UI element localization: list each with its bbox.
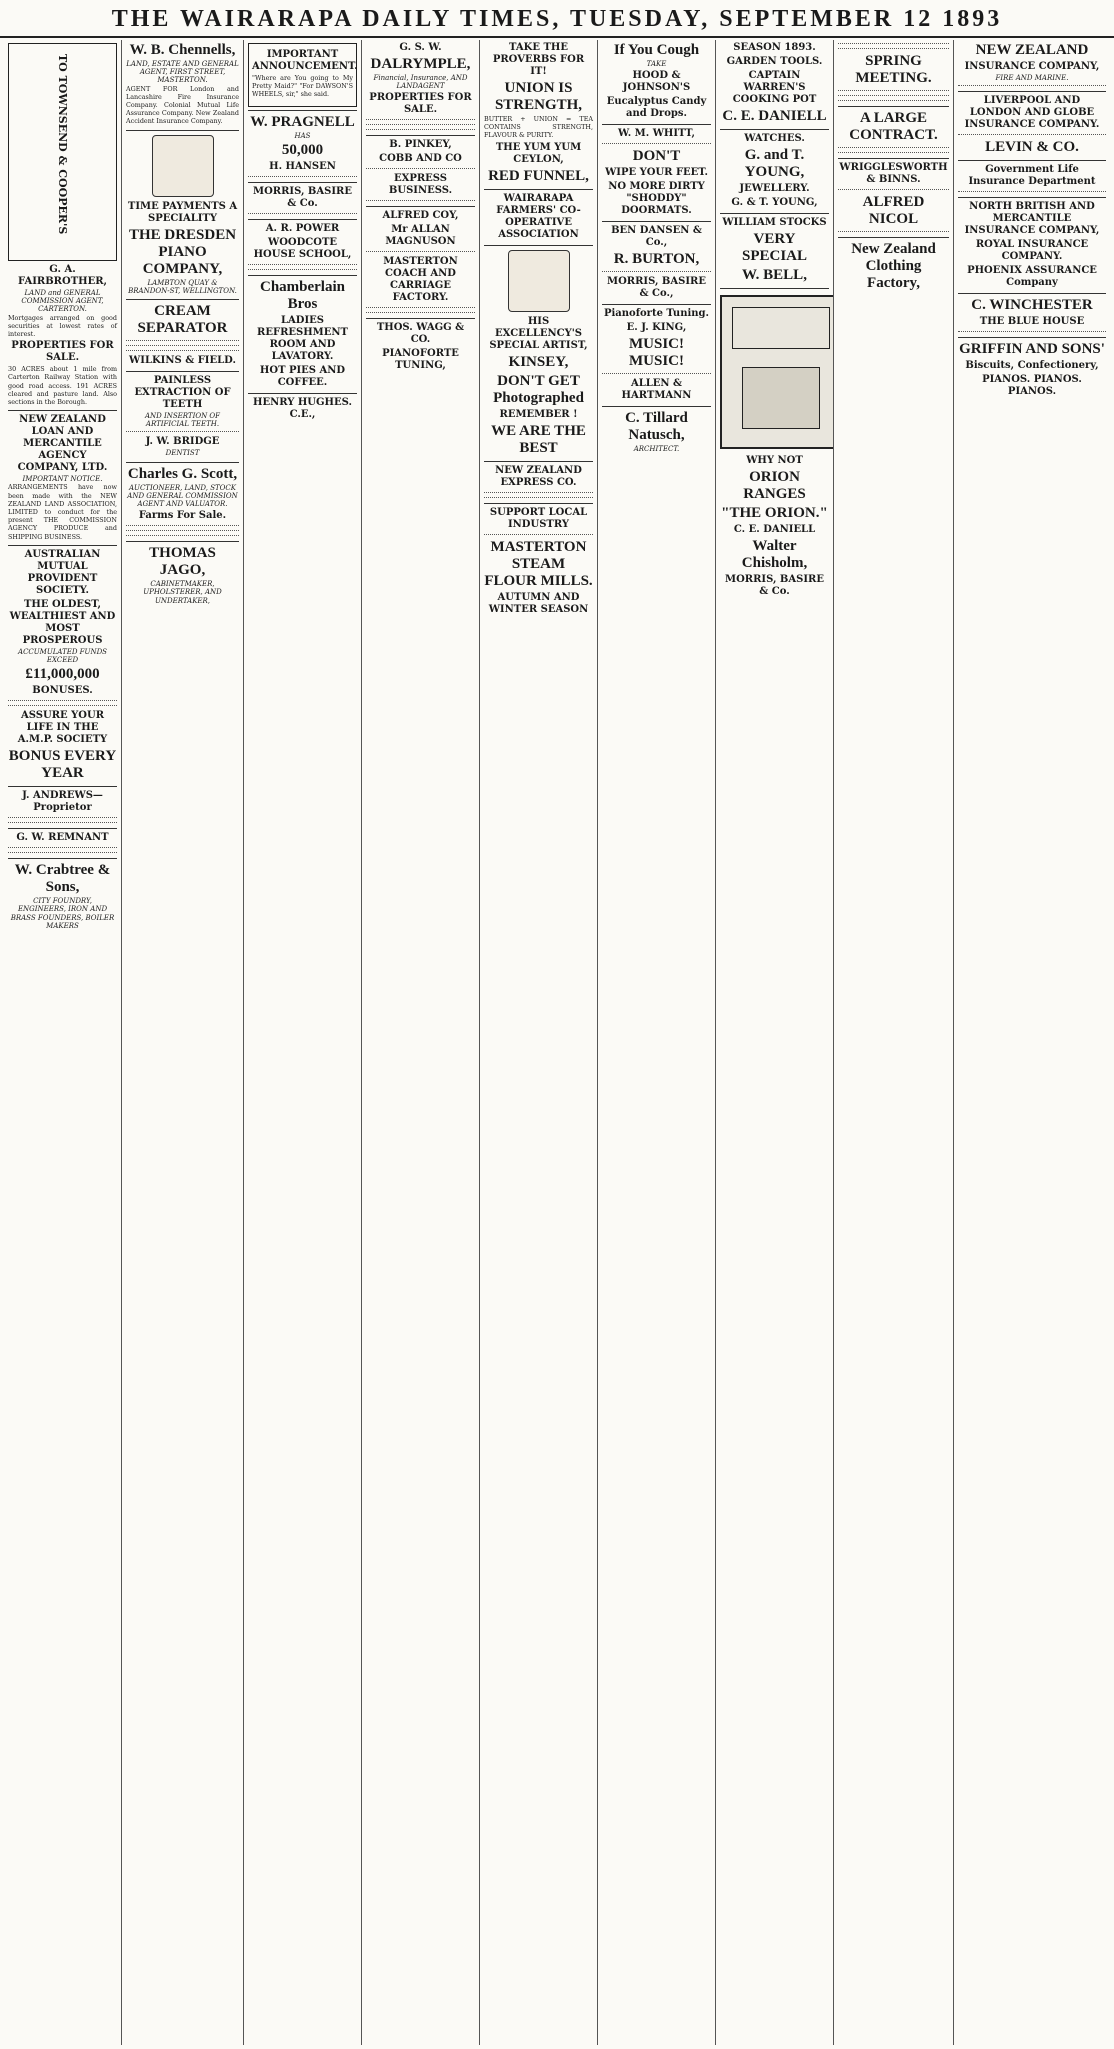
ad-pinkey [366, 139, 475, 202]
text-lines [838, 48, 949, 50]
ad-heading: ASSURE YOUR LIFE IN THE A.M.P. SOCIETY [17, 710, 108, 746]
text-lines [126, 535, 239, 537]
ad-big-heading: GRIFFIN AND SONS' [959, 341, 1105, 358]
ad-big-heading: DON'T GET Photographed [493, 372, 584, 406]
vertical-ad-box [8, 43, 117, 261]
ad-heading: NEW ZEALAND EXPRESS CO. [495, 464, 582, 488]
ad-dresden [126, 135, 239, 295]
ad-body: 30 ACRES about 1 mile from Carterton Railway Station with good road access. 191 ACRES cleared and pasture land. Also sections in the Borough. [8, 365, 117, 407]
ad-heading: PHOENIX ASSURANCE Company [967, 265, 1097, 289]
ad-big-heading: ALFRED NICOL [862, 194, 925, 227]
ad-morris [248, 186, 357, 215]
ad-big-heading: WE ARE THE BEST [491, 422, 586, 456]
ad-big-heading: ORION RANGES [743, 469, 806, 502]
text-lines [958, 191, 1106, 193]
ad-wagg [366, 322, 475, 372]
ad-pragnell [248, 114, 357, 178]
ad-subheading: CABINETMAKER, UPHOLSTERER, AND UNDERTAKER, [143, 580, 222, 605]
text-lines [958, 331, 1106, 333]
ad-wrigglesworth [838, 162, 949, 233]
divider [602, 304, 711, 305]
divider [484, 503, 593, 504]
ad-heading: COBB AND CO [379, 153, 462, 165]
divider [602, 221, 711, 222]
text-lines [838, 231, 949, 233]
ad-griffin [958, 341, 1106, 398]
divider [8, 545, 117, 546]
divider [126, 130, 239, 131]
ad-big-heading: DON'T [632, 148, 681, 165]
column-2 [122, 40, 244, 2045]
ad-winchester [958, 297, 1106, 333]
divider [8, 858, 117, 859]
ad-kinsey [484, 250, 593, 457]
text-lines [366, 312, 475, 314]
ad-big-heading: W. B. Chennells, [129, 42, 236, 58]
text-lines [126, 340, 239, 342]
text-lines [484, 534, 593, 536]
divider [958, 197, 1106, 198]
divider [126, 371, 239, 372]
divider [8, 410, 117, 411]
ad-dawson [252, 49, 358, 99]
ad-crabtree [8, 862, 117, 930]
ad-heading: Eucalyptus Candy and Drops. [606, 96, 707, 120]
text-lines [248, 264, 357, 266]
ad-big-heading: MASTERTON STEAM FLOUR MILLS. [484, 538, 593, 589]
text-lines [484, 497, 593, 499]
divider [366, 206, 475, 207]
ad-fairbrother [8, 264, 117, 406]
ad-whitt [602, 128, 711, 217]
crest-illustration-icon [508, 250, 570, 312]
ad-subheading: DENTIST [165, 449, 200, 458]
columns-area [4, 40, 1110, 2045]
ad-liverpool [958, 95, 1106, 156]
ad-heading: WILKINS & FIELD. [129, 355, 236, 367]
ad-heading: PROPERTIES FOR SALE. [369, 92, 472, 116]
ad-heading: WIPE YOUR FEET. [605, 167, 708, 179]
ad-remnant [8, 832, 117, 854]
ad-heading: WRIGGLESWORTH & BINNS. [839, 162, 948, 185]
divider [602, 406, 711, 407]
ad-heading: WILLIAM STOCKS [722, 217, 827, 228]
column-4 [362, 40, 480, 2045]
ad-heading: ALLEN & HARTMANN [621, 378, 692, 402]
text-lines [8, 817, 117, 819]
newspaper-title: THE WAIRARAPA DAILY TIMES, TUESDAY, SEPTEMBER 12 1893 [111, 6, 1003, 32]
ad-garden-tools [720, 42, 829, 125]
ad-subheading: Financial, Insurance, AND LANDAGENT [373, 74, 468, 91]
ad-heading: PAINLESS EXTRACTION OF TEETH [134, 375, 231, 411]
text-lines [8, 705, 117, 707]
divider [366, 135, 475, 136]
ad-big-heading: THOMAS JAGO, [149, 545, 216, 579]
divider [958, 160, 1106, 161]
ad-big-heading: CREAM SEPARATOR [137, 303, 228, 337]
ad-chamberlain [248, 279, 357, 389]
ad-nz-loan [8, 414, 117, 541]
ad-subheading: IMPORTANT NOTICE. [22, 475, 103, 484]
ad-dalrymple [366, 42, 475, 131]
ad-big-figure: 50,000 [281, 141, 324, 158]
ad-heading: SUPPORT LOCAL INDUSTRY [489, 506, 588, 530]
cooking-range-illustration-icon [720, 295, 834, 449]
text-lines [366, 129, 475, 131]
ad-big-heading: LEVIN & CO. [985, 139, 1079, 156]
ad-heading: W. M. WHITT, [618, 128, 695, 140]
ad-heading: Government Life Insurance Department [968, 164, 1096, 188]
ad-heading: Farms For Sale. [138, 510, 227, 522]
ad-hood-johnson [602, 42, 711, 120]
ad-heading: J. ANDREWS—Proprietor [22, 790, 103, 814]
text-lines [838, 100, 949, 102]
ad-clothing-factory [838, 241, 949, 292]
ad-subheading: TAKE [646, 60, 667, 68]
ad-heading: GARDEN TOOLS. [726, 56, 823, 67]
ad-big-heading: W. Crabtree & Sons, [14, 862, 111, 896]
ad-big-figure: £11,000,000 [25, 666, 100, 683]
ad-coy [366, 210, 475, 314]
column-5 [480, 40, 598, 2045]
divider [248, 393, 357, 394]
ad-union-tea [484, 42, 593, 185]
ad-jago [126, 545, 239, 605]
ad-body: BUTTER + UNION = TEA CONTAINS STRENGTH, FLAVOUR & PURITY. [484, 115, 593, 140]
ad-big-heading: G. and T. YOUNG, [744, 147, 805, 180]
ad-big-heading: A LARGE CONTRACT. [849, 110, 938, 143]
ad-north-british [958, 201, 1106, 289]
ad-big-heading: C. Tillard Natusch, [625, 410, 688, 444]
ad-heading: H. HANSEN [269, 160, 336, 172]
column-8 [834, 40, 954, 2045]
ad-dawson-box [248, 43, 357, 107]
ad-dansen [602, 225, 711, 300]
ad-heading: IMPORTANT ANNOUNCEMENT. [252, 49, 358, 72]
text-lines [366, 200, 475, 202]
ad-amp [8, 549, 117, 782]
text-lines [366, 124, 475, 126]
ad-big-heading: DALRYMPLE, [370, 56, 471, 72]
ad-big-heading: C. WINCHESTER [971, 297, 1093, 314]
ad-heading: G. W. REMNANT [16, 832, 109, 844]
ad-heading: HOT PIES AND COFFEE. [259, 364, 346, 388]
ad-heading: NO MORE DIRTY "SHODDY" DOORMATS. [608, 181, 705, 217]
divider [8, 786, 117, 787]
ad-big-heading: If You Cough [613, 42, 700, 58]
ad-chennells [126, 42, 239, 126]
ad-heading: WATCHES. [744, 133, 805, 144]
divider [838, 106, 949, 107]
ad-heading: HIS EXCELLENCY'S SPECIAL ARTIST, [489, 315, 588, 351]
text-lines [126, 530, 239, 532]
ad-heading: J. W. BRIDGE [145, 436, 220, 448]
column-6 [598, 40, 716, 2045]
ad-heading: MORRIS, BASIRE & Co. [253, 185, 352, 209]
ad-heading: MASTERTON COACH AND CARRIAGE FACTORY. [383, 256, 458, 304]
divider [8, 828, 117, 829]
ad-heading: A. R. POWER [265, 222, 340, 234]
column-9 [954, 40, 1110, 2045]
text-lines [126, 350, 239, 352]
text-lines [366, 251, 475, 253]
vertical-ad-text: TO TOWNSEND & COOPER'S [56, 54, 69, 235]
ad-heading: THE OLDEST, WEALTHIEST AND MOST PROSPEROUS [9, 598, 116, 646]
masthead [0, 0, 1114, 38]
ad-heading: REMEMBER ! [499, 408, 578, 420]
text-lines [838, 90, 949, 92]
ad-heading: WOODCOTE HOUSE SCHOOL, [253, 236, 352, 260]
ad-subheading: AND INSERTION OF ARTIFICIAL TEETH. [144, 412, 221, 429]
ad-body: AGENT FOR London and Lancashire Fire Insurance Company. Colonial Mutual Life Assurance Company. New Zealand Accident Insurance Company. [126, 84, 239, 126]
divider [126, 541, 239, 542]
text-lines [8, 847, 117, 849]
text-lines [602, 143, 711, 145]
piano-illustration-icon [152, 135, 214, 197]
text-lines [8, 822, 117, 824]
divider [248, 182, 357, 183]
divider [602, 124, 711, 125]
text-lines [8, 852, 117, 854]
ad-big-heading: VERY SPECIAL [741, 231, 808, 264]
ad-heading: MORRIS, BASIRE & Co., [607, 276, 706, 300]
divider [958, 91, 1106, 92]
ad-heading: INSURANCE COMPANY, [964, 61, 1100, 72]
ad-heading: LIVERPOOL AND LONDON AND GLOBE INSURANCE COMPANY. [964, 95, 1100, 131]
ad-heading: THOS. WAGG & CO. [376, 322, 465, 346]
ad-big-heading: Chamberlain Bros [259, 278, 345, 312]
text-lines [484, 492, 593, 494]
ad-nz-insurance [958, 42, 1106, 87]
ad-big-heading: New Zealand Clothing Factory, [851, 241, 936, 291]
text-lines [958, 134, 1106, 136]
ad-flour-mills [484, 507, 593, 616]
ad-body: ARRANGEMENTS have now been made with the NEW ZEALAND LAND ASSOCIATION, LIMITED to conduct for the present THE COMMISSION AGENCY PRODUCE and SHIPPING BUSINESS. [8, 483, 117, 541]
text-lines [602, 271, 711, 273]
ad-heading: Mr ALLAN MAGNUSON [385, 224, 456, 248]
ad-subheading: LAND and GENERAL COMMISSION AGENT, CARTERTON. [21, 289, 104, 314]
text-lines [838, 189, 949, 191]
ad-cream-separator [126, 303, 239, 367]
ad-heading: JEWELLERY. [739, 183, 810, 194]
text-lines [126, 345, 239, 347]
ad-heading: G. A. FAIRBROTHER, [17, 264, 108, 287]
divider [720, 288, 829, 289]
ad-big-heading: KINSEY, [508, 353, 569, 370]
ad-power [248, 223, 357, 271]
ad-heading: Pianoforte Tuning. [603, 308, 710, 320]
divider [248, 275, 357, 276]
ad-natusch [602, 410, 711, 453]
ad-heading: SEASON 1893. [733, 42, 816, 53]
ad-heading: WAIRARAPA FARMERS' CO-OPERATIVE ASSOCIATION [496, 192, 581, 240]
text-lines [838, 95, 949, 97]
ad-big-heading: W. BELL, [742, 267, 807, 283]
ad-subheading: LAND, ESTATE AND GENERAL AGENT, FIRST STREET, MASTERTON. [126, 60, 239, 85]
column-3 [244, 40, 362, 2045]
ad-hughes [248, 397, 357, 421]
ad-subheading: ARCHITECT. [633, 445, 680, 454]
ad-heading: E. J. KING, [626, 322, 687, 334]
text-lines [838, 152, 949, 154]
ad-big-heading: MUSIC! MUSIC! [629, 336, 684, 370]
divider [484, 461, 593, 462]
ad-heading: LADIES REFRESHMENT ROOM AND LAVATORY. [257, 314, 348, 362]
ad-heading: WHY NOT [746, 455, 803, 466]
divider [838, 237, 949, 238]
ad-young [720, 133, 829, 209]
divider [484, 245, 593, 246]
divider [958, 337, 1106, 338]
ad-farmers-coop [484, 193, 593, 241]
ad-big-heading: THE DRESDEN PIANO COMPANY, [128, 226, 237, 277]
divider [720, 129, 829, 130]
ad-big-heading: RED FUNNEL, [488, 167, 589, 184]
ad-dentist [126, 375, 239, 458]
ad-heading: B. PINKEY, [389, 139, 452, 151]
ad-heading: AUTUMN AND WINTER SEASON [488, 591, 589, 615]
ad-big-heading: "THE ORION." [721, 505, 828, 521]
ad-subheading: CITY FOUNDRY, ENGINEERS, IRON AND BRASS FOUNDERS, BOILER MAKERS [10, 897, 115, 930]
ad-heading: G. & T. YOUNG, [731, 197, 818, 208]
ad-heading: C. E. DANIELL [733, 524, 816, 535]
divider [126, 299, 239, 300]
ad-heading: HENRY HUGHES. C.E., [253, 396, 352, 420]
ad-big-heading: Walter Chisholm, [741, 538, 808, 571]
ad-stocks [720, 217, 829, 284]
divider [484, 189, 593, 190]
ad-heading: ALFRED COY, [382, 210, 459, 222]
ad-govt-life [958, 164, 1106, 193]
ad-big-heading: W. PRAGNELL [250, 113, 355, 130]
ad-heading: NEW ZEALAND LOAN AND MERCANTILE AGENCY COMPANY, LTD. [17, 414, 108, 474]
text-lines [248, 176, 357, 178]
ad-heading: TIME PAYMENTS A SPECIALITY [127, 200, 238, 224]
ad-heading: Biscuits, Confectionery, [965, 360, 1099, 372]
ad-subheading: HAS [294, 131, 311, 140]
column-1 [4, 40, 122, 2045]
divider [126, 462, 239, 463]
ad-heading: G. S. W. [399, 42, 442, 53]
column-7 [716, 40, 834, 2045]
ad-heading: BONUSES. [32, 685, 93, 697]
ad-body: "Where are You going to My Pretty Maid?" "For DAWSON'S WHEELS, sir," she said. [252, 74, 353, 99]
ad-subheading: ACCUMULATED FUNDS EXCEED [18, 647, 107, 665]
text-lines [366, 307, 475, 309]
ad-heading: ROYAL INSURANCE COMPANY. [975, 239, 1089, 263]
divider [838, 158, 949, 159]
ad-big-heading: C. E. DANIELL [722, 108, 827, 124]
ad-subheading: LAMBTON QUAY & BRANDON-ST, WELLINGTON. [128, 278, 237, 295]
ad-heading: THE YUM YUM CEYLON, [495, 141, 582, 165]
text-lines [248, 269, 357, 271]
ad-scott [126, 466, 239, 538]
text-lines [958, 85, 1106, 87]
ad-heading: MORRIS, BASIRE & Co. [725, 574, 824, 597]
ad-heading: PIANOS. PIANOS. PIANOS. [982, 374, 1082, 398]
ad-heading: EXPRESS BUSINESS. [388, 173, 453, 197]
text-lines [8, 700, 117, 702]
text-lines [838, 147, 949, 149]
ad-subheading: AUCTIONEER, LAND, STOCK AND GENERAL COMMISSION AGENT AND VALUATOR. [127, 483, 238, 509]
ad-subheading: FIRE AND MARINE. [995, 74, 1069, 82]
ad-heading: BEN DANSEN & Co., [611, 225, 702, 249]
ad-express [484, 465, 593, 499]
ad-large-contract [838, 110, 949, 154]
divider [366, 318, 475, 319]
ad-heading: AUSTRALIAN MUTUAL PROVIDENT SOCIETY. [24, 548, 101, 596]
ad-body: Mortgages arranged on good securities at lowest rates of interest. [8, 313, 117, 339]
ad-big-heading: R. BURTON, [613, 251, 700, 268]
ad-big-heading: Charles G. Scott, [127, 465, 238, 482]
ad-music [602, 308, 711, 402]
ad-andrews [8, 790, 117, 824]
ad-heading: CAPTAIN WARREN'S COOKING POT [732, 70, 817, 105]
text-lines [126, 431, 239, 433]
divider [720, 213, 829, 214]
divider [248, 110, 357, 111]
ad-big-heading: UNION IS STRENGTH, [494, 80, 583, 113]
ad-heading: PIANOFORTE TUNING, [382, 348, 459, 372]
ad-orion [720, 295, 829, 598]
divider [248, 219, 357, 220]
text-lines [838, 43, 949, 45]
text-lines [126, 525, 239, 527]
text-lines [248, 213, 357, 215]
ad-heading: HOOD & JOHNSON'S [622, 70, 691, 94]
text-lines [602, 373, 711, 375]
text-lines [366, 168, 475, 170]
ad-spring-meeting [838, 43, 949, 102]
ad-big-heading: NEW ZEALAND [975, 42, 1089, 58]
text-lines [366, 119, 475, 121]
divider [958, 293, 1106, 294]
ad-heading: TAKE THE PROVERBS FOR IT! [492, 42, 585, 77]
ad-big-heading: BONUS EVERY YEAR [8, 748, 117, 782]
ad-big-heading: SPRING MEETING. [855, 53, 932, 86]
ad-heading: NORTH BRITISH AND MERCANTILE INSURANCE COMPANY, [964, 201, 1100, 237]
ad-heading: THE BLUE HOUSE [979, 316, 1085, 328]
ad-heading: PROPERTIES FOR SALE. [11, 340, 114, 364]
